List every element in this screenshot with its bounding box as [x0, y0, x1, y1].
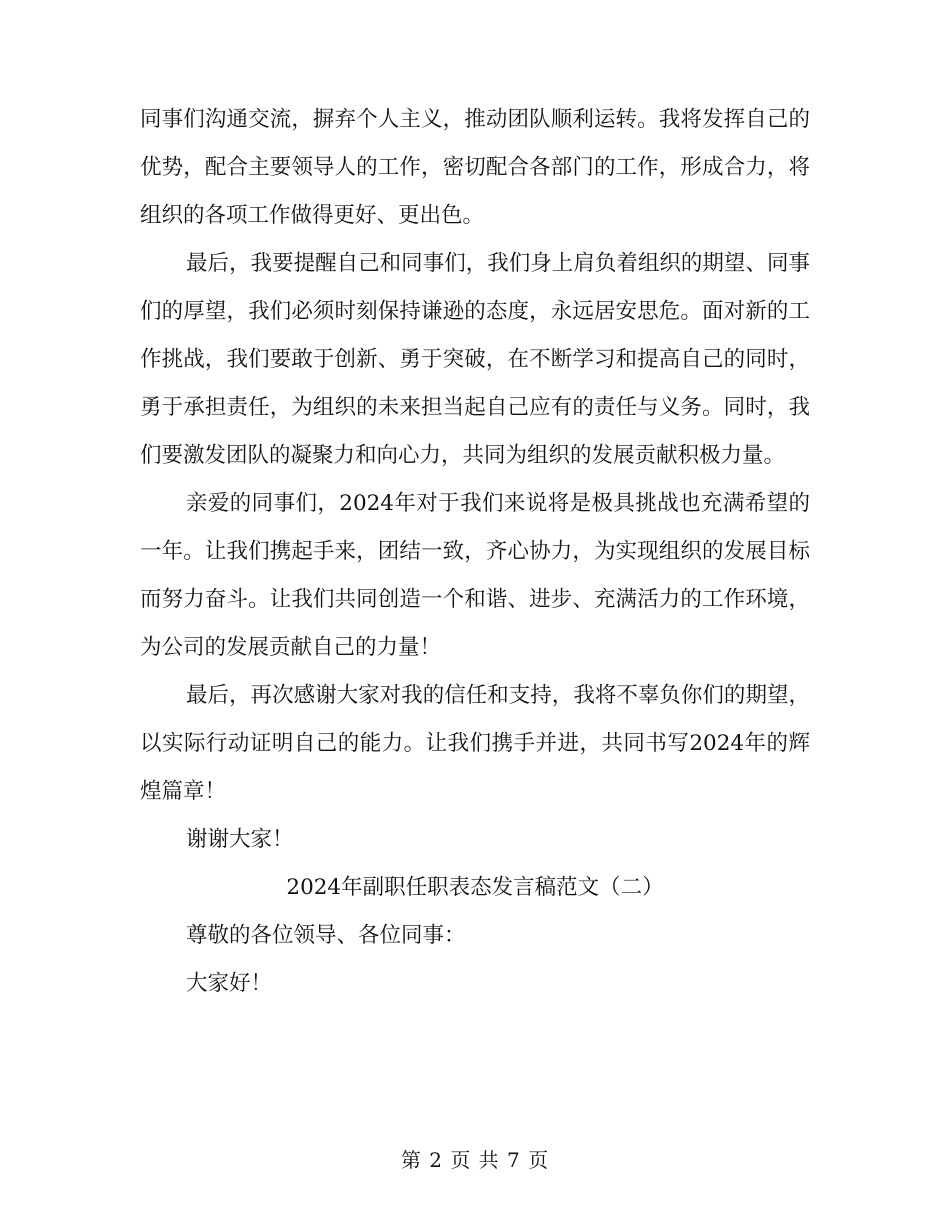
paragraph-closing: 谢谢大家！ — [186, 827, 294, 852]
page-number-footer: 第 2 页 共 7 页 — [400, 1148, 550, 1172]
section-title: 2024年副职任职表态发言稿范文（二） — [286, 875, 664, 900]
paragraph-continuation: 同事们沟通交流，摒弃个人主义，推动团队顺利运转。我将发挥自己的优势，配合主要领导人的工作，密切配合各部门的工作，形成合力，将组织的各项工作做得更好、更出色。 — [140, 107, 810, 228]
greeting: 大家好！ — [186, 971, 273, 996]
document-body — [140, 96, 810, 1008]
paragraph-reminder: 最后，我要提醒自己和同事们，我们身上肩负着组织的期望、同事们的厚望，我们必须时刻保持谦逊的态度，永远居安思危。面对新的工作挑战，我们要敢于创新、勇于突破，在不断学习和提高自己的同时，勇于承担责任，为组织的未来担当起自己应有的责任与义务。同时，我们要激发团队的凝聚力和向心力，共同为组织的发展贡献积极力量。 — [140, 251, 810, 468]
paragraph-dear-colleagues: 亲爱的同事们，2024年对于我们来说将是极具挑战也充满希望的一年。让我们携起手来，团结一致，齐心协力，为实现组织的发展目标而努力奋斗。让我们共同创造一个和谐、进步、充满活力的工作环境，为公司的发展贡献自己的力量！ — [140, 491, 810, 660]
salutation: 尊敬的各位领导、各位同事： — [186, 923, 466, 948]
paragraph-thanks: 最后，再次感谢大家对我的信任和支持，我将不辜负你们的期望，以实际行动证明自己的能力。让我们携手并进，共同书写2024年的辉煌篇章！ — [140, 683, 810, 804]
